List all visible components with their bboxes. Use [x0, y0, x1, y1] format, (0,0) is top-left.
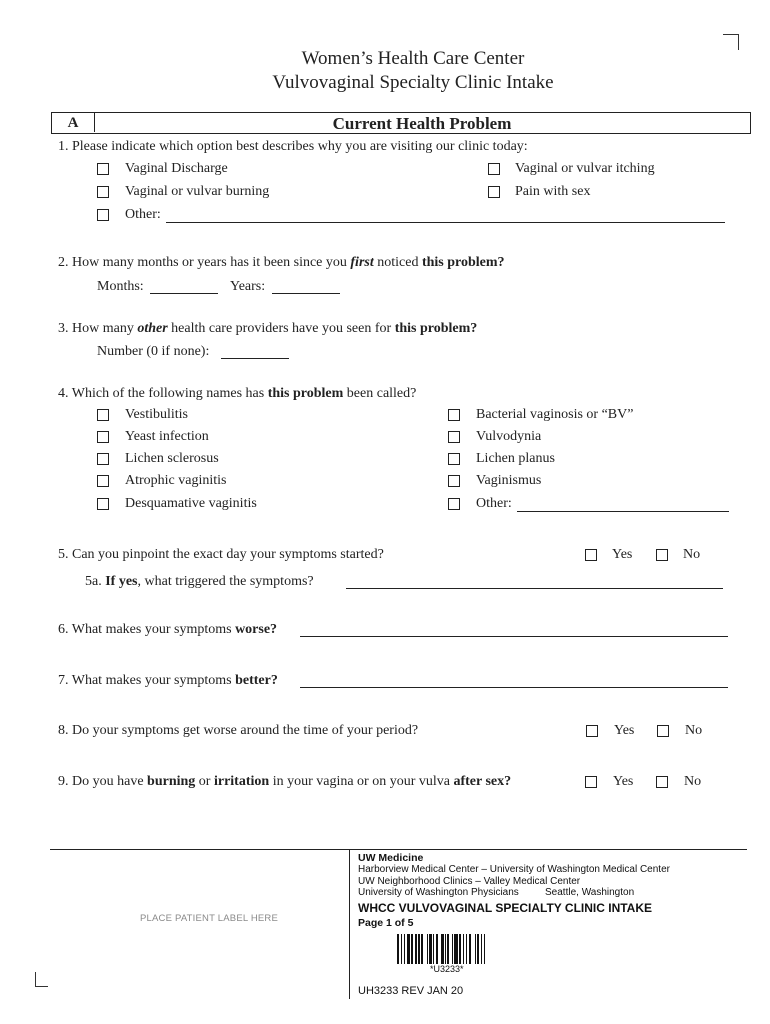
form-title-line2: Vulvovaginal Specialty Clinic Intake: [272, 72, 554, 93]
checkbox-vaginal-vulvar-itching[interactable]: [488, 163, 500, 175]
footer-line3b: Seattle, Washington: [545, 887, 635, 898]
months-label: Months:: [97, 279, 144, 294]
section-title: Current Health Problem: [332, 114, 512, 133]
form-title-line1: Women’s Health Care Center: [301, 48, 525, 69]
barcode-image: [397, 934, 522, 964]
q7-field[interactable]: [300, 687, 728, 688]
yes-label: Yes: [612, 547, 633, 562]
footer-form-title: WHCC VULVOVAGINAL SPECIALTY CLINIC INTAKE: [358, 901, 653, 915]
option-label: Vestibulitis: [125, 407, 189, 422]
option-label: Vaginal or vulvar itching: [515, 161, 655, 176]
checkbox-vaginismus[interactable]: [448, 475, 460, 487]
checkbox-bacterial-vaginosis[interactable]: [448, 409, 460, 421]
checkbox-vaginal-discharge[interactable]: [97, 163, 109, 175]
months-field[interactable]: [150, 293, 218, 294]
yes-label: Yes: [613, 774, 634, 789]
checkbox-lichen-planus[interactable]: [448, 453, 460, 465]
option-label: Vulvodynia: [476, 429, 542, 444]
checkbox-other[interactable]: [97, 209, 109, 221]
barcode-text: *U3233*: [430, 964, 464, 974]
other-name-field[interactable]: [517, 511, 729, 512]
checkbox-other-name[interactable]: [448, 498, 460, 510]
footer-divider: [50, 849, 747, 850]
footer-page-number: Page 1 of 5: [358, 917, 414, 929]
question-7-text: 7. What makes your symptoms better?: [58, 673, 278, 688]
years-label: Years:: [230, 279, 266, 294]
option-label: Bacterial vaginosis or “BV”: [476, 407, 634, 422]
section-header: [51, 112, 751, 134]
footer-line3a: University of Washington Physicians: [358, 887, 519, 898]
checkbox-pain-with-sex[interactable]: [488, 186, 500, 198]
option-label: Pain with sex: [515, 184, 591, 199]
checkbox-q5-yes[interactable]: [585, 549, 597, 561]
option-label: Lichen planus: [476, 451, 555, 466]
question-3-text: 3. How many other health care providers have you seen for this problem?: [58, 321, 478, 336]
no-label: No: [683, 547, 701, 562]
question-6-text: 6. What makes your symptoms worse?: [58, 622, 278, 637]
no-label: No: [685, 723, 703, 738]
q6-field[interactable]: [300, 636, 728, 637]
other-text-field[interactable]: [166, 222, 725, 223]
option-label: Other:: [125, 207, 161, 222]
number-label: Number (0 if none):: [97, 344, 210, 359]
checkbox-lichen-sclerosus[interactable]: [97, 453, 109, 465]
checkbox-vulvodynia[interactable]: [448, 431, 460, 443]
checkbox-desquamative-vaginitis[interactable]: [97, 498, 109, 510]
checkbox-vestibulitis[interactable]: [97, 409, 109, 421]
footer-org: UW Medicine: [358, 852, 424, 864]
question-5a-text: 5a. If yes, what triggered the symptoms?: [85, 574, 314, 589]
question-4-text: 4. Which of the following names has this problem been called?: [58, 386, 417, 401]
number-field[interactable]: [221, 358, 289, 359]
option-label: Lichen sclerosus: [125, 451, 219, 466]
checkbox-q9-no[interactable]: [656, 776, 668, 788]
option-label: Vaginismus: [476, 473, 542, 488]
question-9-text: 9. Do you have burning or irritation in your vagina or on your vulva after sex?: [58, 774, 512, 789]
patient-label-area: PLACE PATIENT LABEL HERE: [140, 913, 279, 924]
question-1-text: 1. Please indicate which option best describes why you are visiting our clinic today:: [58, 139, 528, 154]
q5a-field[interactable]: [346, 588, 723, 589]
footer-column-divider: [349, 849, 350, 999]
footer-form-code: UH3233 REV JAN 20: [358, 985, 464, 997]
option-label: Desquamative vaginitis: [125, 496, 257, 511]
checkbox-atrophic-vaginitis[interactable]: [97, 475, 109, 487]
checkbox-vaginal-vulvar-burning[interactable]: [97, 186, 109, 198]
option-label: Vaginal or vulvar burning: [125, 184, 270, 199]
checkbox-q5-no[interactable]: [656, 549, 668, 561]
question-5-text: 5. Can you pinpoint the exact day your symptoms started?: [58, 547, 384, 562]
option-label: Vaginal Discharge: [125, 161, 228, 176]
question-8-text: 8. Do your symptoms get worse around the time of your period?: [58, 723, 419, 738]
footer-line1: Harborview Medical Center – University of Washington Medical Center: [358, 864, 670, 875]
footer-line2: UW Neighborhood Clinics – Valley Medical Center: [358, 876, 581, 887]
checkbox-yeast-infection[interactable]: [97, 431, 109, 443]
corner-mark-bottom-left: [35, 972, 48, 987]
checkbox-q8-no[interactable]: [657, 725, 669, 737]
checkbox-q8-yes[interactable]: [586, 725, 598, 737]
question-2-text: 2. How many months or years has it been since you first noticed this problem?: [58, 255, 505, 270]
option-label: Atrophic vaginitis: [125, 473, 227, 488]
section-letter: A: [52, 113, 95, 132]
option-label: Other:: [476, 496, 512, 511]
yes-label: Yes: [614, 723, 635, 738]
years-field[interactable]: [272, 293, 340, 294]
no-label: No: [684, 774, 702, 789]
option-label: Yeast infection: [125, 429, 209, 444]
checkbox-q9-yes[interactable]: [585, 776, 597, 788]
